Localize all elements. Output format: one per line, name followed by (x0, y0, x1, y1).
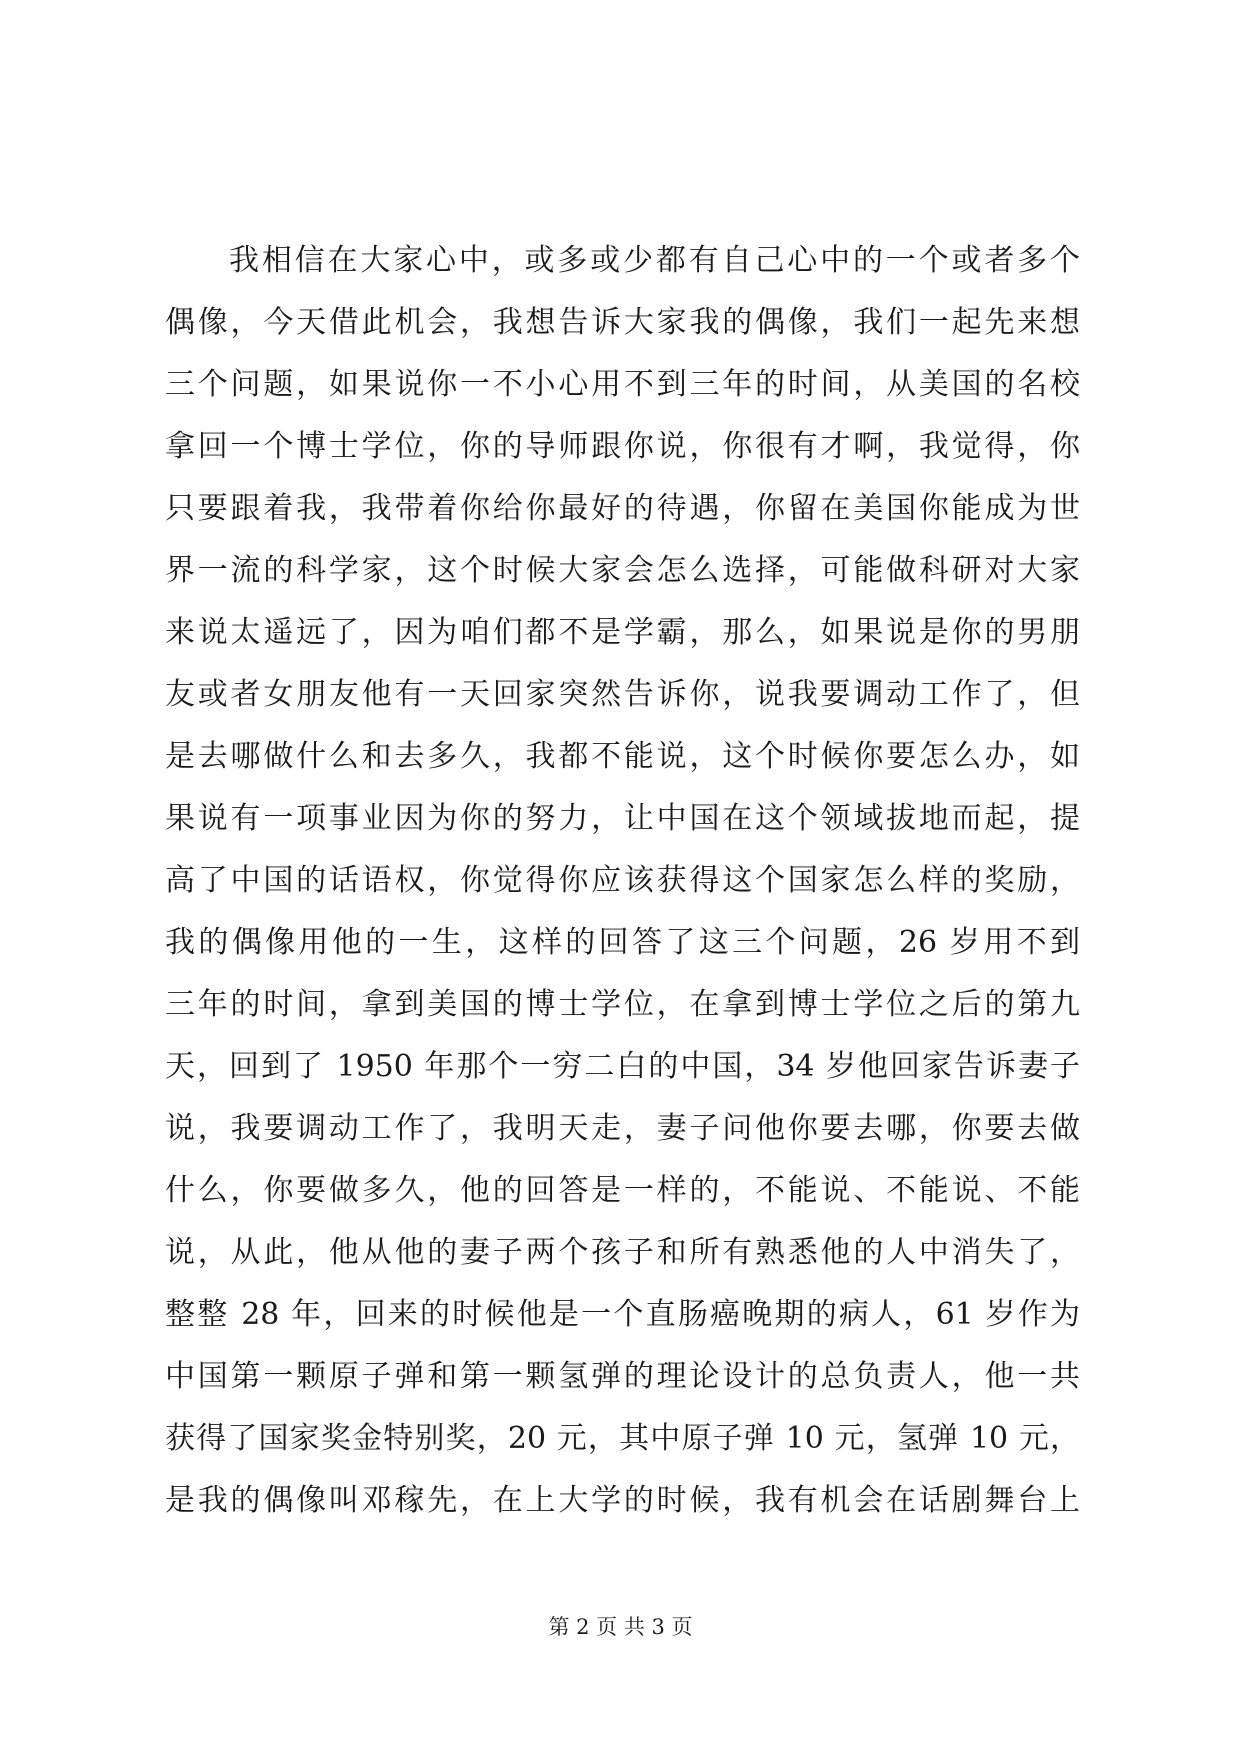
text-line: 是我的偶像叫邓稼先，在上大学的时候，我有机会在话剧舞台上 (165, 1483, 1080, 1518)
text-line: 整整 28 年，回来的时候他是一个直肠癌晚期的病人，61 岁作为 (165, 1297, 1080, 1332)
text-line: 高了中国的话语权，你觉得你应该获得这个国家怎么样的奖励， (165, 863, 1080, 898)
text-line: 获得了国家奖金特别奖，20 元，其中原子弹 10 元，氢弹 10 元， (165, 1421, 1080, 1456)
text-line: 偶像，今天借此机会，我想告诉大家我的偶像，我们一起先来想 (165, 305, 1080, 340)
text-line: 中国第一颗原子弹和第一颗氢弹的理论设计的总负责人，他一共 (165, 1359, 1080, 1394)
text-line: 是去哪做什么和去多久，我都不能说，这个时候你要怎么办，如 (165, 739, 1080, 774)
text-line: 三年的时间，拿到美国的博士学位，在拿到博士学位之后的第九 (165, 987, 1080, 1022)
text-line: 说，从此，他从他的妻子两个孩子和所有熟悉他的人中消失了， (165, 1235, 1080, 1270)
text-line: 天，回到了 1950 年那个一穷二白的中国，34 岁他回家告诉妻子 (165, 1049, 1080, 1084)
text-line: 我相信在大家心中，或多或少都有自己心中的一个或者多个 (229, 243, 1080, 278)
text-line: 什么，你要做多久，他的回答是一样的，不能说、不能说、不能 (165, 1173, 1080, 1208)
text-line: 界一流的科学家，这个时候大家会怎么选择，可能做科研对大家 (165, 553, 1080, 588)
page-number-footer: 第 2 页 共 3 页 (548, 1615, 693, 1639)
text-line: 拿回一个博士学位，你的导师跟你说，你很有才啊，我觉得，你 (165, 429, 1080, 464)
text-line: 友或者女朋友他有一天回家突然告诉你，说我要调动工作了，但 (165, 677, 1080, 712)
text-line: 说，我要调动工作了，我明天走，妻子问他你要去哪，你要去做 (165, 1111, 1080, 1146)
text-line: 果说有一项事业因为你的努力，让中国在这个领域拔地而起，提 (165, 801, 1080, 836)
text-line: 只要跟着我，我带着你给你最好的待遇，你留在美国你能成为世 (165, 491, 1080, 526)
text-line: 来说太遥远了，因为咱们都不是学霸，那么，如果说是你的男朋 (165, 615, 1080, 650)
text-line: 我的偶像用他的一生，这样的回答了这三个问题，26 岁用不到 (165, 925, 1080, 960)
speech-paragraph (165, 230, 1080, 1532)
text-line: 三个问题，如果说你一不小心用不到三年的时间，从美国的名校 (165, 367, 1080, 402)
